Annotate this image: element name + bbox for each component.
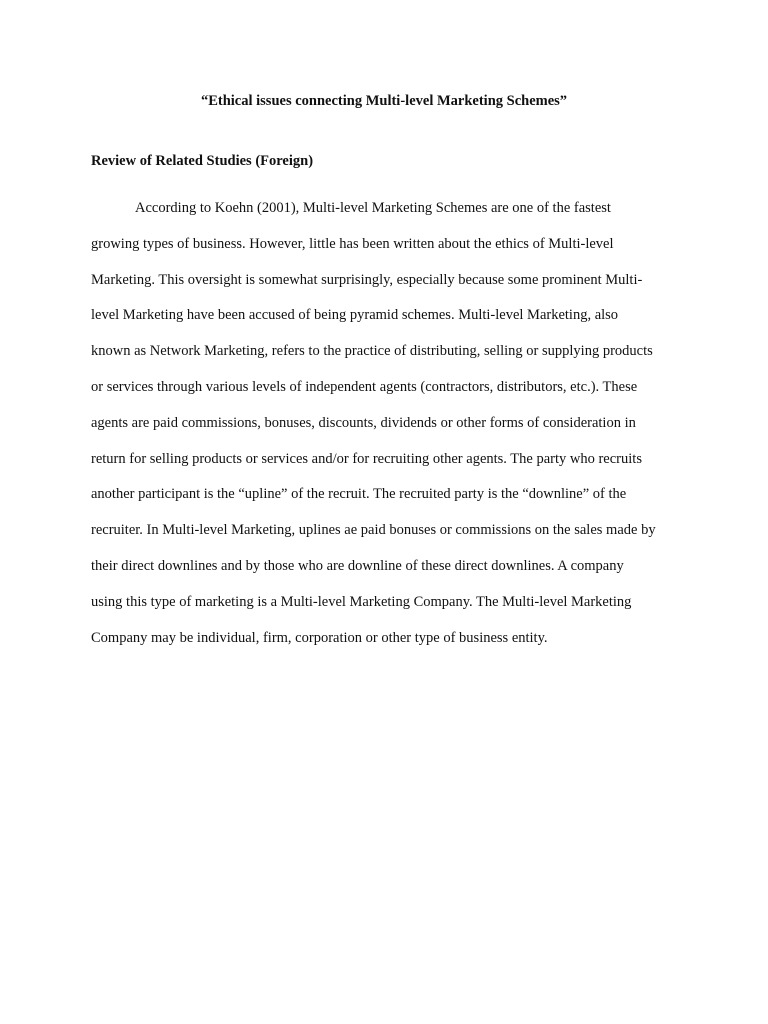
paragraph-line: another participant is the “upline” of the recruit. The recruited party is the “downline” of the — [91, 486, 627, 503]
paragraph-line: their direct downlines and by those who are downline of these direct downlines. A company — [91, 557, 624, 574]
paragraph-line: Marketing. This oversight is somewhat surprisingly, especially because some prominent Multi- — [91, 271, 643, 288]
paragraph-line: growing types of business. However, little has been written about the ethics of Multi-level — [91, 235, 614, 252]
paragraph-line: level Marketing have been accused of being pyramid schemes. Multi-level Marketing, also — [91, 307, 619, 324]
section-heading: Review of Related Studies (Foreign) — [91, 153, 314, 169]
paragraph-line: or services through various levels of independent agents (contractors, distributors, etc.). These — [91, 378, 638, 395]
document-title: “Ethical issues connecting Multi-level Marketing Schemes” — [200, 93, 568, 109]
paragraph-line: Company may be individual, firm, corporation or other type of business entity. — [91, 629, 548, 646]
paragraph-line: agents are paid commissions, bonuses, discounts, dividends or other forms of consideration in — [91, 414, 636, 431]
paragraph-line: According to Koehn (2001), Multi-level Marketing Schemes are one of the fastest — [135, 200, 611, 216]
paragraph-line: known as Network Marketing, refers to the practice of distributing, selling or supplying products — [91, 343, 653, 360]
paragraph-line: return for selling products or services and/or for recruiting other agents. The party who recruits — [91, 450, 642, 467]
body-paragraph — [91, 197, 691, 662]
paragraph-line: using this type of marketing is a Multi-level Marketing Company. The Multi-level Marketing — [91, 593, 632, 610]
paragraph-line: recruiter. In Multi-level Marketing, uplines ae paid bonuses or commissions on the sales made by — [91, 522, 656, 539]
